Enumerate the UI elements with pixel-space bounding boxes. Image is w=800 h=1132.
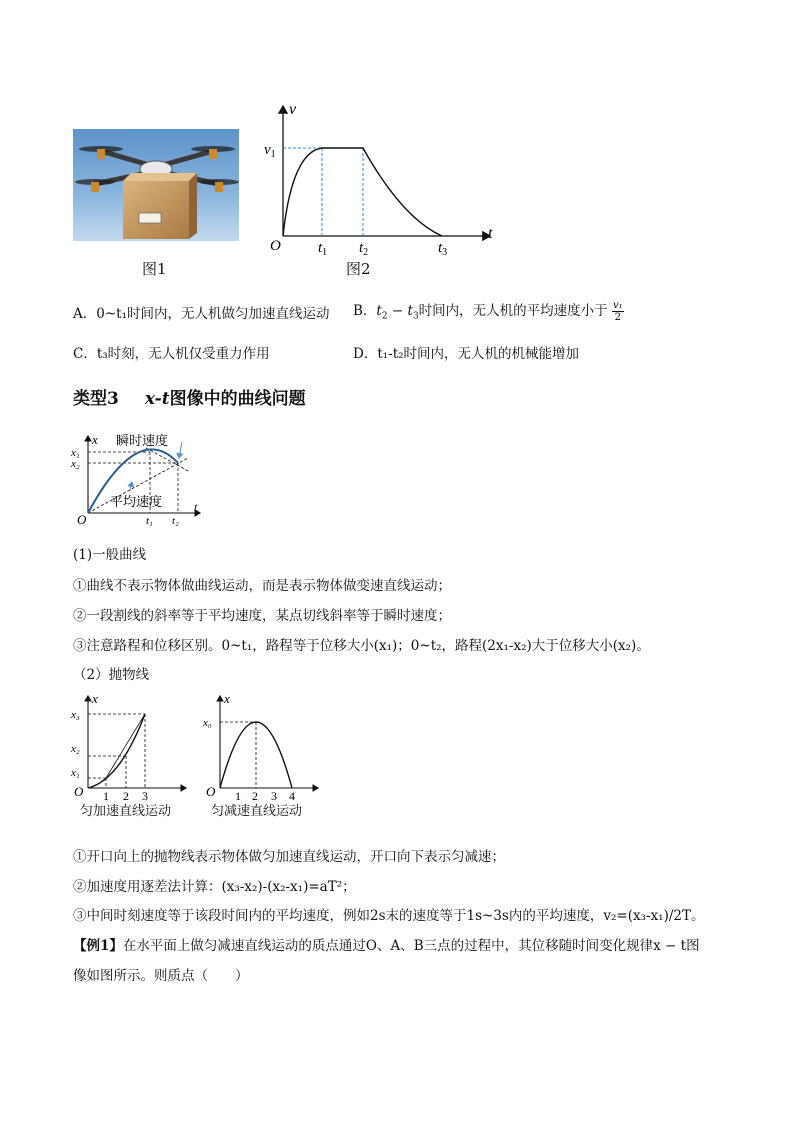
parabola-heading: （2）抛物线	[73, 667, 150, 683]
figure-4-caption: 匀加速直线运动	[80, 804, 172, 819]
rule-2: ②加速度用逐差法计算：(x₃-x₂)-(x₂-x₁)=aT²；	[73, 879, 356, 895]
figure-5-decelerating	[200, 690, 325, 802]
svg-text:平均速度: 平均速度	[110, 495, 163, 510]
figure-2-vt-graph	[262, 100, 502, 260]
figure-3-xt-graph	[68, 428, 208, 528]
option-c[interactable]: C．t₃时刻，无人机仅受重力作用	[73, 346, 270, 362]
svg-text:t: t	[194, 500, 198, 514]
svg-text:3: 3	[271, 789, 277, 802]
t-axis-label: t	[488, 225, 493, 242]
svg-text:瞬时速度: 瞬时速度	[116, 434, 169, 449]
rule-1: ①开口向上的抛物线表示物体做匀加速直线运动，开口向下表示匀减速；	[73, 849, 505, 865]
drone-photo	[73, 129, 239, 241]
svg-text:x₂: x₂	[71, 743, 80, 755]
example-1-line-2: 像如图所示。则质点（ ）	[73, 968, 249, 984]
t2-label: $t_2$	[359, 240, 369, 258]
svg-text:x: x	[92, 432, 98, 447]
svg-text:x: x	[224, 691, 230, 706]
general-point-2: ②一段割线的斜率等于平均速度，某点切线斜率等于瞬时速度；	[73, 608, 451, 624]
section-heading: 类型3 x-t图像中的曲线问题	[73, 389, 306, 409]
svg-text:x₁: x₁	[71, 767, 80, 779]
rule-3: ③中间时刻速度等于该段时间内的平均速度，例如2s末的速度等于1s~3s内的平均速度，v₂=(x₃-x₁)/2T。	[73, 908, 705, 924]
general-heading: (1)一般曲线	[73, 547, 147, 563]
example-1	[73, 936, 700, 956]
figure-2-caption: 图2	[346, 260, 371, 278]
general-point-1: ①曲线不表示物体做曲线运动，而是表示物体做变速直线运动；	[73, 578, 451, 594]
option-a[interactable]: A．0~t₁时间内，无人机做匀加速直线运动	[73, 306, 330, 322]
svg-text:x₂: x₂	[71, 458, 80, 470]
svg-text:3: 3	[142, 789, 148, 802]
figure-1-caption: 图1	[142, 260, 167, 278]
svg-text:2: 2	[123, 789, 129, 802]
general-point-3: ③注意路程和位移区别。0~t₁，路程等于位移大小(x₁)；0~t₂，路程(2x₁-x₂)大于位移大小(x₂)。	[73, 638, 650, 654]
svg-text:O: O	[77, 512, 87, 527]
v1-over-2-fraction: $\frac{\text{v₁}}{2}$	[612, 300, 623, 323]
t1-label: $t_1$	[318, 240, 328, 258]
option-b[interactable]: B．$t_2 - t_3$时间内，无人机的平均速度小于 $\frac{\text{v₁}}{2}$	[353, 300, 623, 323]
option-d[interactable]: D．t₁-t₂时间内，无人机的机械能增加	[353, 346, 580, 362]
tangent-line	[146, 448, 190, 472]
figure-5-caption: 匀减速直线运动	[211, 804, 303, 819]
svg-text:O: O	[74, 784, 84, 799]
origin-label: O	[270, 238, 281, 254]
example-line-1: 在水平面上做匀减速直线运动的质点通过O、A、B三点的过程中，其位移随时间变化规律x − t图	[122, 938, 700, 954]
v1-label: $v_1$	[264, 142, 276, 160]
t3-label: $t_3$	[438, 240, 448, 258]
svg-text:1: 1	[103, 789, 109, 802]
svg-text:t₂: t₂	[172, 515, 179, 527]
figure-1	[73, 129, 239, 241]
accelerating-parabola	[88, 714, 145, 788]
figure-4-accelerating	[68, 690, 193, 802]
example-label: 【例1】	[73, 938, 123, 954]
svg-text:x₃: x₃	[71, 709, 80, 721]
svg-text:x₀: x₀	[203, 717, 212, 729]
svg-text:O: O	[206, 784, 216, 799]
velocity-curve	[283, 148, 442, 236]
svg-text:2: 2	[252, 789, 258, 802]
svg-text:x₁: x₁	[71, 447, 80, 459]
svg-text:4: 4	[289, 789, 295, 802]
svg-text:1: 1	[235, 789, 241, 802]
svg-text:t₁: t₁	[146, 515, 153, 527]
v-axis-label: v	[289, 101, 297, 118]
svg-text:x: x	[92, 691, 98, 706]
